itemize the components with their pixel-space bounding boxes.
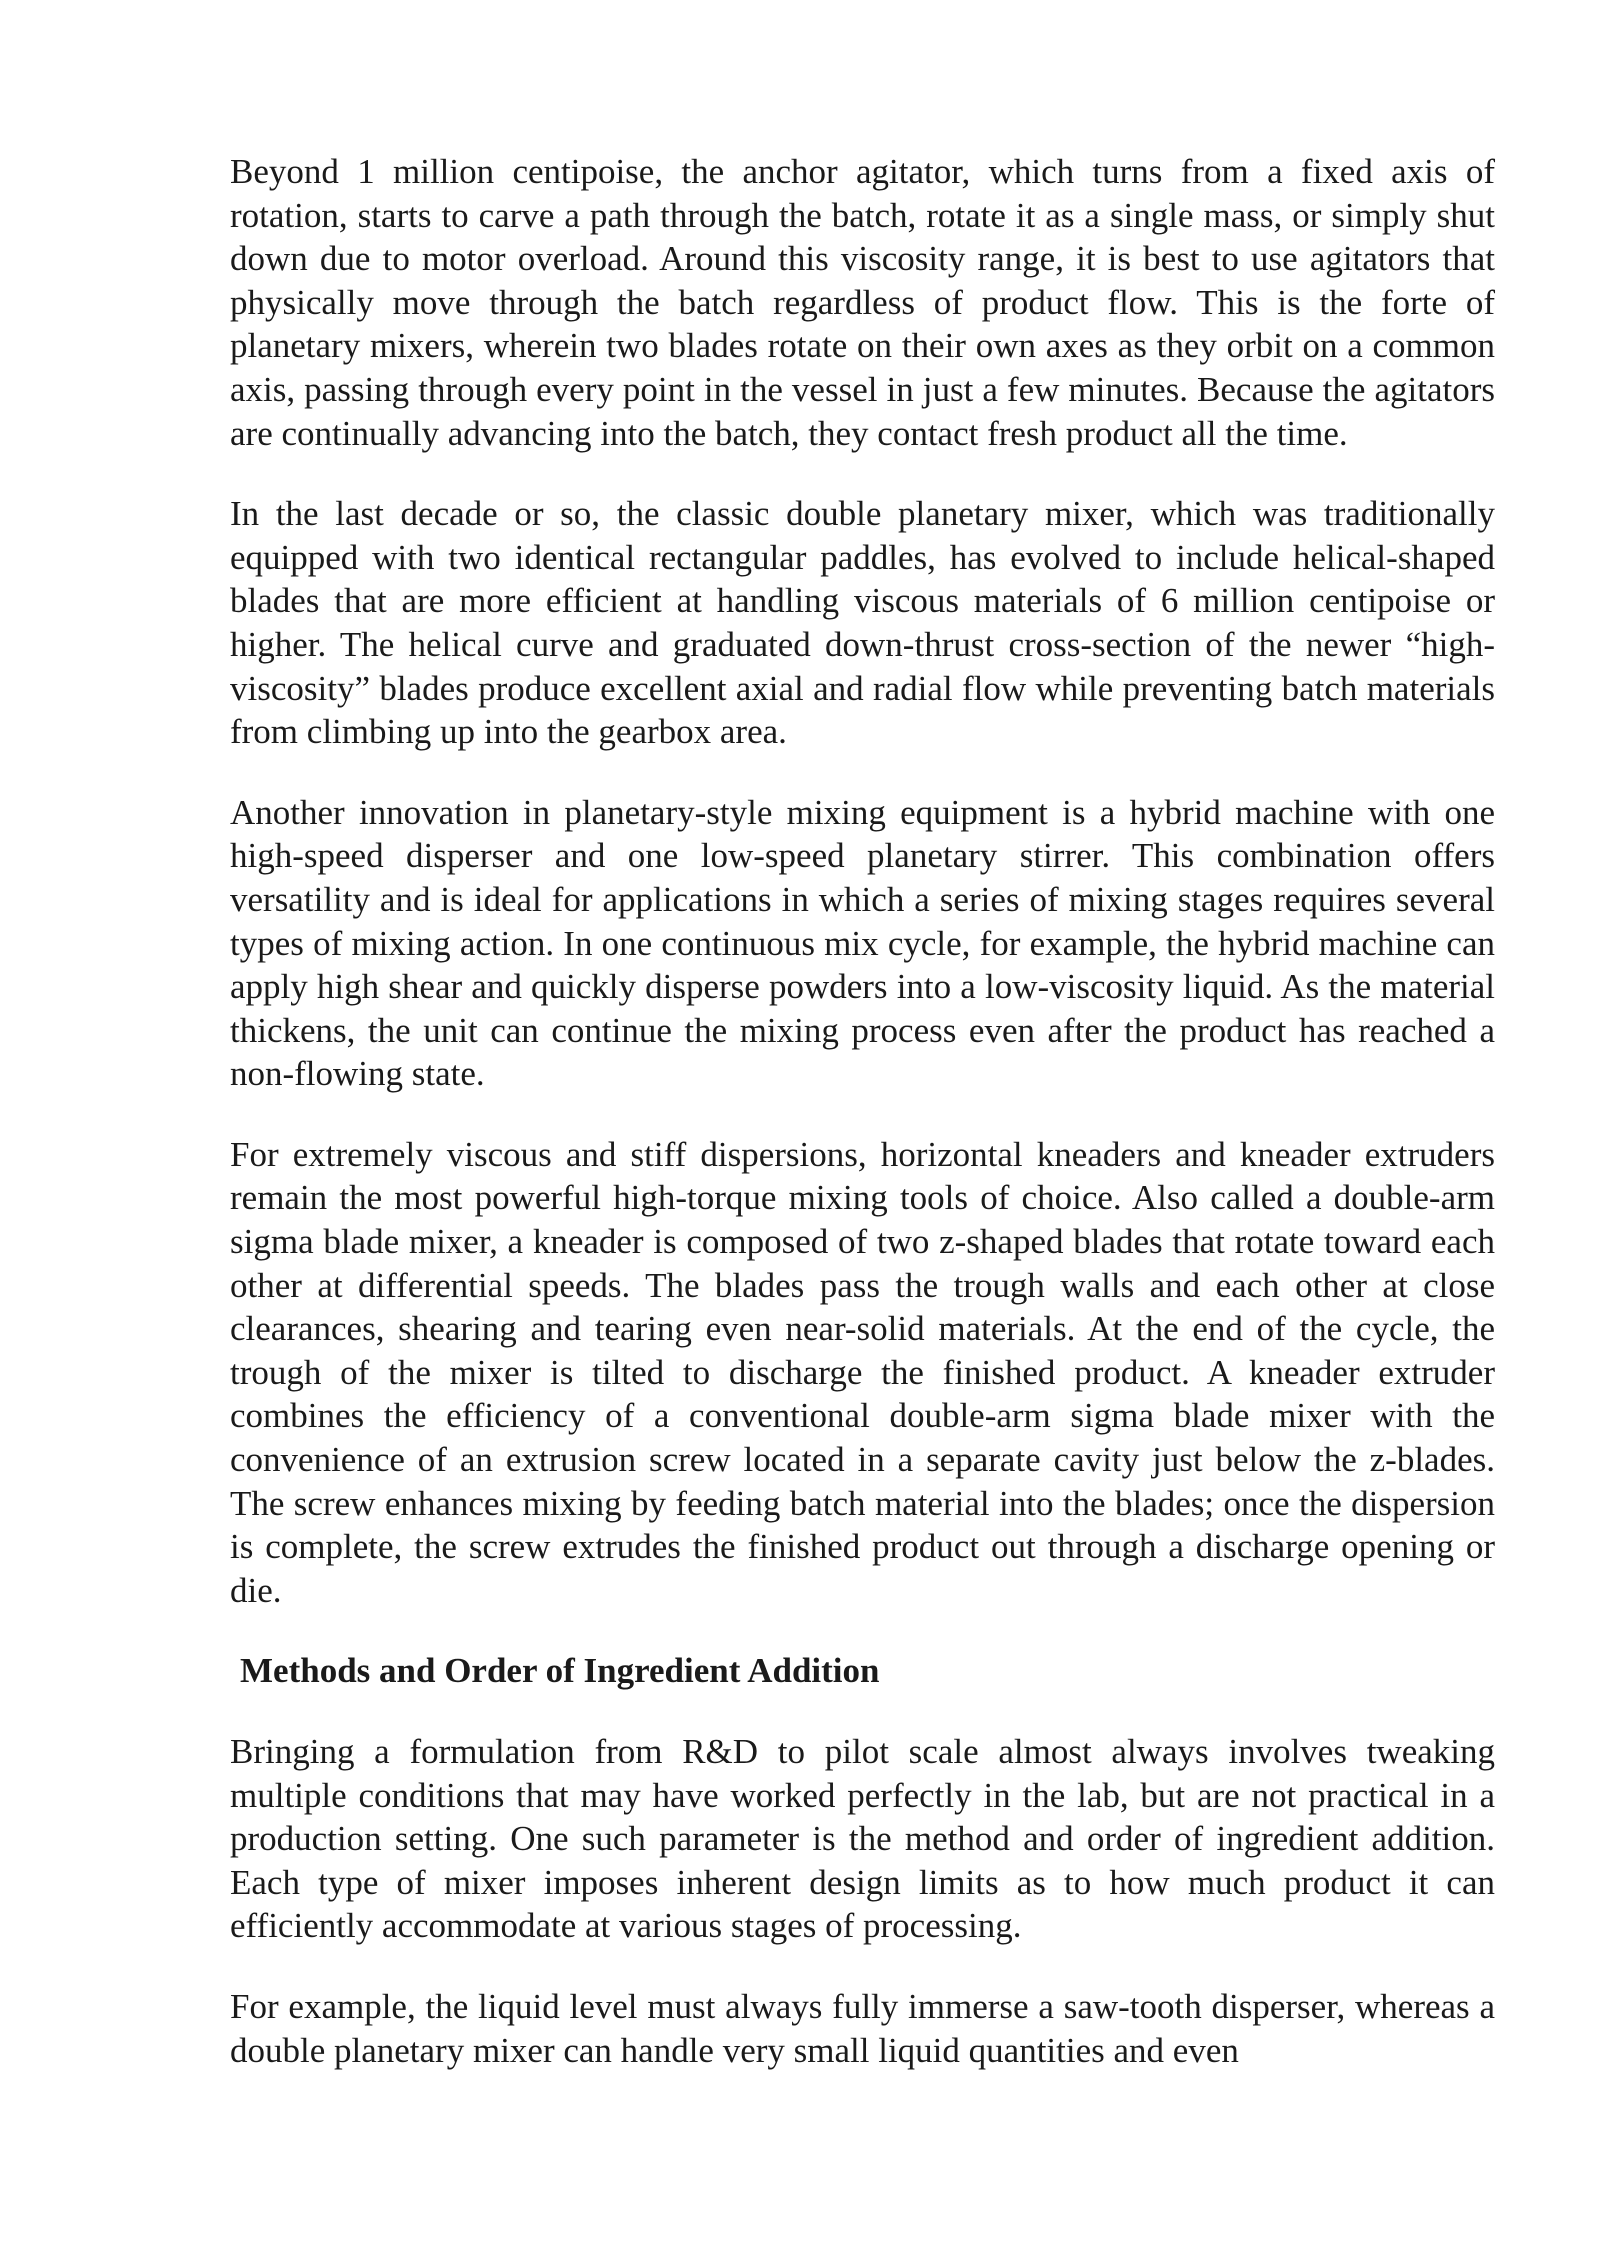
document-page	[230, 150, 1495, 2072]
paragraph-formulation-scale: Bringing a formulation from R&D to pilot scale almost always involves tweaking multiple conditions that may have worked perfectly in the lab, but are not practical in a production setting. One such parameter is the method and order of ingredient addition. Each type of mixer imposes inherent design limits as to how much product it can efficiently accommodate at various stages of processing.	[230, 1732, 1495, 1946]
paragraph-kneaders: For extremely viscous and stiff dispersions, horizontal kneaders and kneader extruders remain the most powerful high-torque mixing tools of choice. Also called a double-arm sigma blade mixer, a kneader is composed of two z-shaped blades that rotate toward each other at differential speeds. The blades pass the trough walls and each other at close clearances, shearing and tearing even near-solid materials. At the end of the cycle, the trough of the mixer is tilted to discharge the finished product. A kneader extruder combines the efficiency of a conventional double-arm sigma blade mixer with the convenience of an extrusion screw located in a separate cavity just below the z-blades. The screw enhances mixing by feeding batch material into the blades; once the dispersion is complete, the screw extrudes the finished product out through a discharge opening or die.	[230, 1134, 1495, 1610]
paragraph-example-liquid-level: For example, the liquid level must always fully immerse a saw-tooth disperser, whereas a double planetary mixer can handle very small liquid quantities and even	[230, 1986, 1495, 2070]
paragraph-double-planetary: In the last decade or so, the classic double planetary mixer, which was traditionally equipped with two identical rectangular paddles, has evolved to include helical-shaped blades that are more efficient at handling viscous materials of 6 million centipoise or higher. The helical curve and graduated down-thrust cross-section of the newer “high-viscosity” blades produce excellent axial and radial flow while preventing batch materials from climbing up into the gearbox area.	[230, 494, 1495, 752]
paragraph-anchor-agitator: Beyond 1 million centipoise, the anchor agitator, which turns from a fixed axis of rotation, starts to carve a path through the batch, rotate it as a single mass, or simply shut down due to motor overload. Around this viscosity range, it is best to use agitators that physically move through the batch regardless of product flow. This is the forte of planetary mixers, wherein two blades rotate on their own axes as they orbit on a common axis, passing through every point in the vessel in just a few minutes. Because the agitators are continually advancing into the batch, they contact fresh product all the time.	[230, 152, 1495, 453]
paragraph-hybrid-machine: Another innovation in planetary-style mixing equipment is a hybrid machine with one high-speed disperser and one low-speed planetary stirrer. This combination offers versatility and is ideal for applications in which a series of mixing stages requires several types of mixing action. In one continuous mix cycle, for example, the hybrid machine can apply high shear and quickly disperse powders into a low-viscosity liquid. As the material thickens, the unit can continue the mixing process even after the product has reached a non-flowing state.	[230, 792, 1495, 1094]
section-heading: Methods and Order of Ingredient Addition	[240, 1651, 880, 1691]
